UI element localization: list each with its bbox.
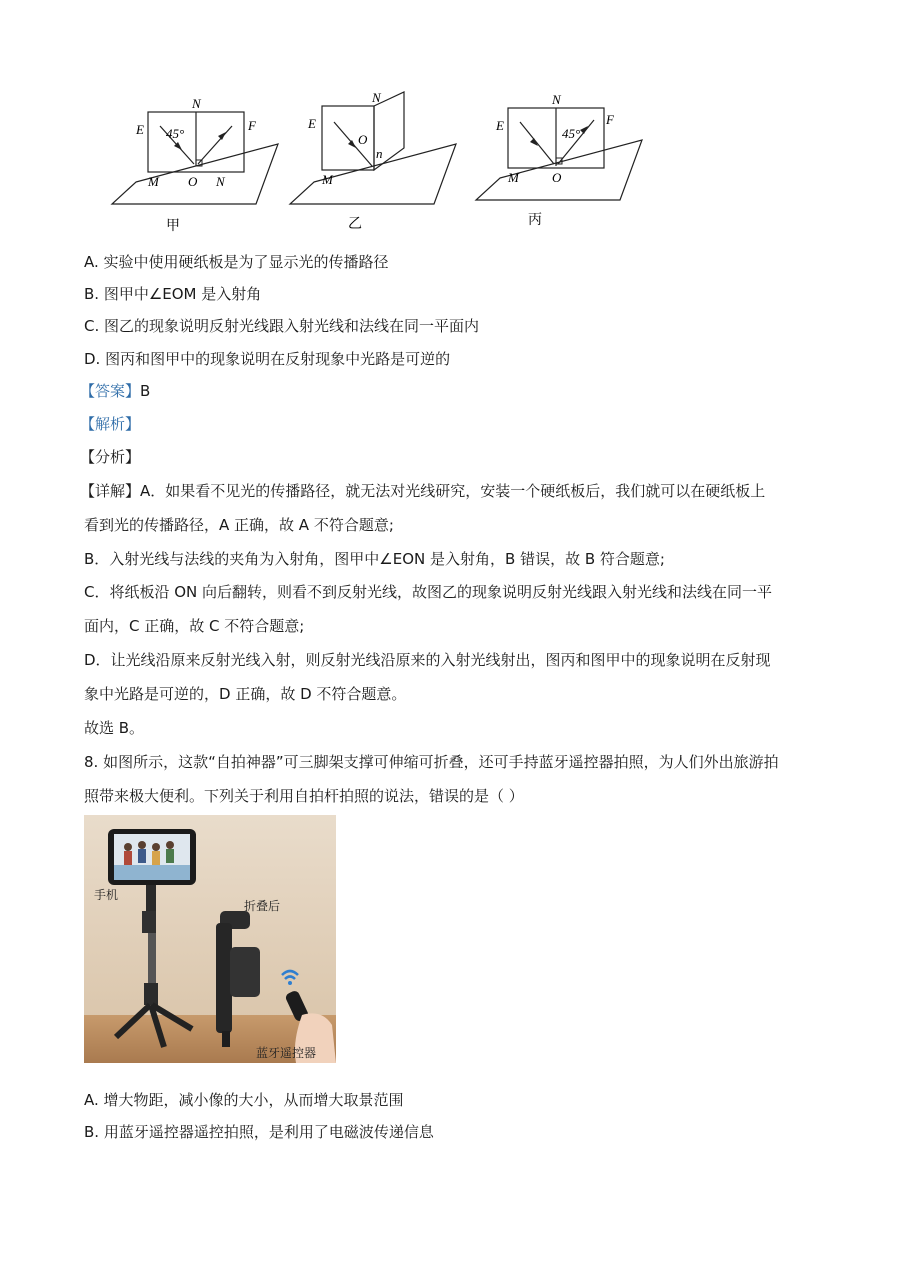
detail-line: 象中光路是可逆的，D 正确，故 D 不符合题意。 [84,685,407,703]
option-c: C. 图乙的现象说明反射光线跟入射光线和法线在同一平面内 [84,317,480,335]
q8-option-a: A. 增大物距，减小像的大小，从而增大取景范围 [84,1091,404,1109]
answer-value: B [140,382,151,400]
label-f: F [606,112,614,127]
photo-label-folded: 折叠后 [244,899,281,913]
figure-jia [108,86,283,242]
q8-option-b: B. 用蓝牙遥控器遥控拍照，是利用了电磁波传递信息 [84,1123,434,1141]
detail-line: D．让光线沿原来反射光线入射，则反射光线沿原来的入射光线射出，图丙和图甲中的现象说明在反射现 [84,651,771,669]
label-m: M [508,170,519,185]
q8-stem-1: 8. 如图所示，这款“自拍神器”可三脚架支撑可伸缩可折叠，还可手持蓝牙遥控器拍照，为人们外出旅游拍 [84,753,779,771]
label-o: O [358,132,368,147]
detail-line: 【详解】A．如果看不见光的传播路径，就无法对光线研究，安装一个硬纸板后，我们就可以在硬纸板上 [80,482,766,500]
label-e: E [136,122,144,137]
caption-yi: 乙 [348,216,362,232]
photo-label-phone: 手机 [94,888,119,902]
label-o: O [552,170,562,185]
label-n: N [552,92,561,107]
caption-jia: 甲 [166,218,180,234]
label-n2: N [216,174,225,189]
label-f: F [248,118,256,133]
detail-line: C．将纸板沿 ON 向后翻转，则看不到反射光线，故图乙的现象说明反射光线跟入射光线和法线在同一平 [84,583,773,601]
option-a: A. 实验中使用硬纸板是为了显示光的传播路径 [84,253,389,271]
figure-bing [466,86,648,242]
label-n: N [192,96,201,111]
detail-line: 故选 B。 [84,719,145,737]
label-small-n: n [376,146,383,161]
label-e: E [496,118,504,133]
label-m: M [148,174,159,189]
figure-yi [286,86,461,242]
detail-line: B．入射光线与法线的夹角为入射角，图甲中∠EON 是入射角，B 错误，故 B 符合题意; [84,550,665,568]
answer-line [80,381,150,401]
label-o: O [188,174,198,189]
fenxi-tag: 【分析】 [80,448,141,466]
label-angle: 45° [166,126,185,141]
photo-label-remote: 蓝牙遥控器 [256,1046,317,1060]
option-d: D. 图丙和图甲中的现象说明在反射现象中光路是可逆的 [84,350,451,368]
detail-line: 看到光的传播路径，A 正确，故 A 不符合题意; [84,516,394,534]
caption-bing: 丙 [528,212,542,228]
label-m: M [322,172,333,187]
detail-line: 面内，C 正确，故 C 不符合题意; [84,617,305,635]
selfie-stick-photo [84,815,336,1063]
label-n: N [372,90,381,105]
option-b: B. 图甲中∠EOM 是入射角 [84,285,262,303]
label-angle: 45° [562,126,581,141]
q8-stem-2: 照带来极大便利。下列关于利用自拍杆拍照的说法，错误的是（ ） [84,787,524,805]
analysis-tag: 【解析】 [80,415,141,433]
optics-figures [108,86,648,242]
label-e: E [308,116,316,131]
answer-tag: 【答案】 [80,382,141,400]
